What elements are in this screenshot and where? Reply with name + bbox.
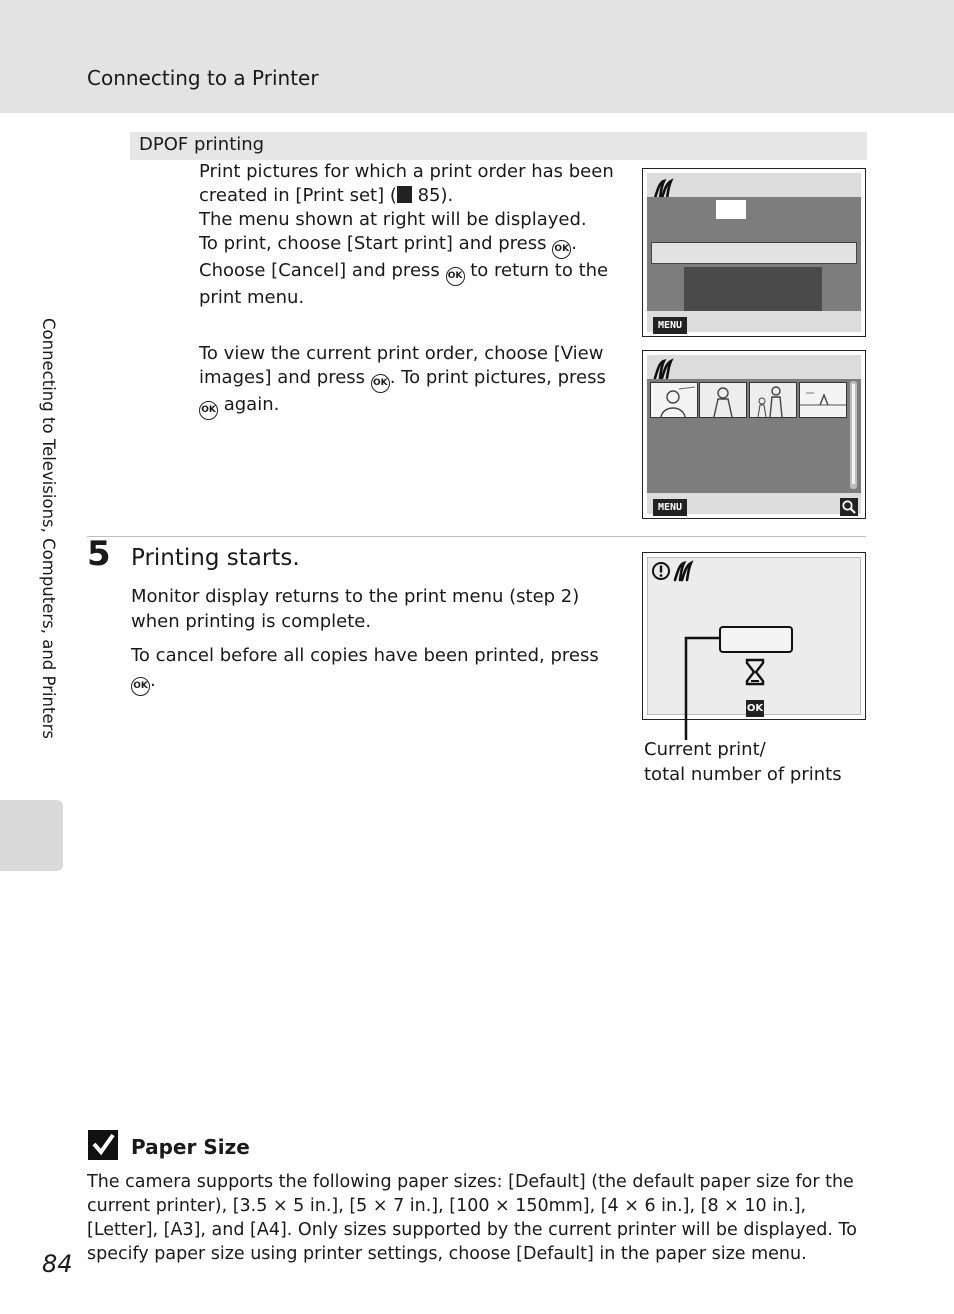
step-number: 5 [87, 534, 111, 574]
callout-line [680, 630, 725, 742]
page-number: 84 [42, 1250, 73, 1278]
ok-button-icon: OK [199, 401, 218, 420]
callout-label: Current print/ total number of prints [644, 739, 842, 785]
ok-button-icon: OK [746, 700, 764, 717]
dpof-paragraph-2: To view the current print order, choose [View images] and press OK . To print pictures, press OK again. [199, 342, 619, 420]
ok-button-icon: OK [371, 374, 390, 393]
header-title: Connecting to a Printer [87, 66, 319, 90]
zoom-icon [840, 498, 858, 516]
page-header [0, 0, 954, 113]
dpof-section-bar [130, 132, 867, 160]
step-title: Printing starts. [131, 545, 300, 571]
menu-panel [647, 197, 861, 311]
step-paragraph-2: To cancel before all copies have been printed, press OK . [131, 643, 601, 696]
side-section-label [36, 318, 60, 788]
menu-button-icon: MENU [653, 499, 687, 516]
camera-screen-printing [642, 552, 866, 720]
thumbnail [699, 382, 747, 418]
reference-icon [397, 186, 412, 203]
ok-button-icon: OK [131, 677, 150, 696]
scrollbar-thumb [852, 384, 855, 484]
step-paragraph-1: Monitor display returns to the print menu (step 2) when printing is complete. [131, 586, 580, 632]
print-counter-box [719, 626, 793, 653]
check-icon [88, 1130, 118, 1160]
ok-button-icon: OK [552, 240, 571, 259]
note-title: Paper Size [131, 1135, 250, 1159]
thumbnail [650, 382, 698, 418]
lcd-area [647, 173, 861, 332]
section-divider [87, 536, 866, 537]
pictbridge-icon [672, 560, 694, 582]
lcd-area [647, 355, 861, 514]
scrollbar [850, 381, 857, 489]
side-label-text: Connecting to Televisions, Computers, and Printers [39, 318, 58, 740]
pictbridge-icon [652, 358, 674, 380]
thumbnail [749, 382, 797, 418]
menu-title-box [716, 200, 746, 219]
hourglass-icon [745, 658, 765, 686]
camera-screen-view-images [642, 350, 866, 519]
dpof-paragraph-1: Print pictures for which a print order has been created in [Print set] ( 85). The menu shown at right will be displayed. To print, choose [Start print] and press OK . Choose [Cancel] and press OK to return to the print menu. [199, 161, 614, 308]
menu-button-icon: MENU [653, 317, 687, 334]
thumbnail [799, 382, 847, 418]
thumbnail-panel [647, 379, 861, 493]
side-tab [0, 800, 63, 871]
menu-selected-item [651, 242, 857, 264]
menu-items [684, 267, 822, 311]
warning-icon [651, 561, 671, 581]
dpof-title: DPOF printing [139, 134, 265, 155]
camera-screen-print-menu [642, 168, 866, 337]
ok-button-icon: OK [446, 267, 465, 286]
note-body: The camera supports the following paper sizes: [Default] (the default paper size for the current printer), [3.5 × 5 in.], [5 × 7 in.], [100 × 150mm], [4 × 6 in.], [8 × 10 in.], [Letter], [A3], and [A4]. Only sizes supported by the current printer will be displayed. To specify paper size using printer settings, choose [Default] in the paper size menu. [87, 1172, 857, 1264]
